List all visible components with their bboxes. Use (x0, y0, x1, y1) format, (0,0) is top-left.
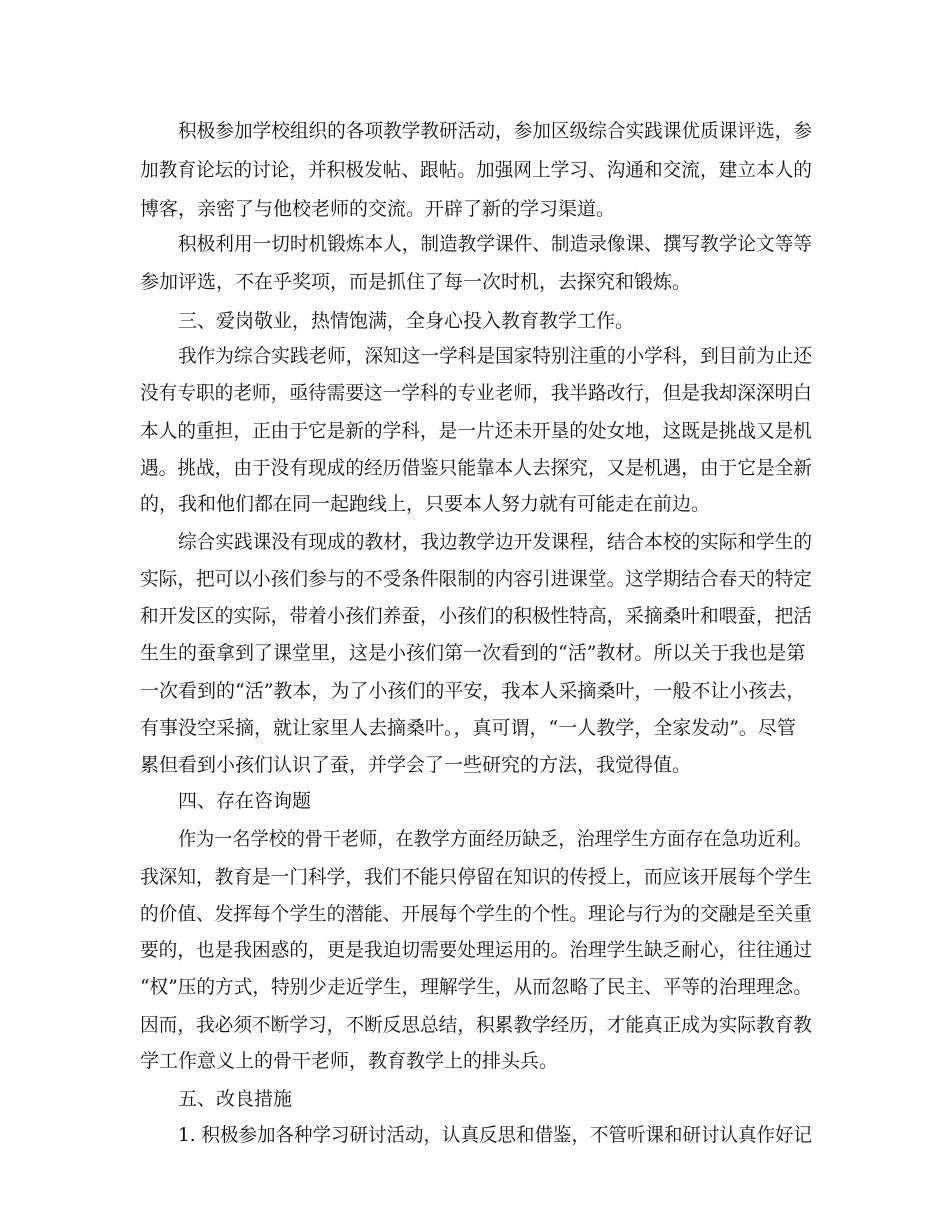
text-line-content: 学工作意义上的骨干老师，教育教学上的排头兵。 (140, 1050, 559, 1072)
text-line-content: 实际，把可以小孩们参与的不受条件限制的内容引进课堂。这学期结合春天的特定 (140, 568, 812, 590)
text-line (0, 599, 950, 633)
text-line (0, 114, 950, 148)
text-line-content: 没有专职的老师，亟待需要这一学科的专业老师，我半路改行，但是我却深深明白 (140, 382, 812, 404)
text-line (0, 487, 950, 521)
list-item (0, 1118, 950, 1152)
text-line (0, 933, 950, 967)
text-line (0, 748, 950, 782)
text-line-content: 我作为综合实践老师，深知这一学科是国家特别注重的小学科，到目前为止还 (178, 345, 812, 367)
text-line-content: 综合实践课没有现成的教材，我边教学边开发课程，结合本校的实际和学生的 (178, 531, 812, 553)
text-line-content: 因而，我必须不断学习，不断反思总结，积累教学经历，才能真正成为实际教育教 (140, 1014, 812, 1036)
text-line-content: 参加评选，不在乎奖项，而是抓住了每一次时机，去探究和锻炼。 (140, 271, 692, 293)
text-line (0, 227, 950, 261)
text-line (0, 562, 950, 596)
text-line (0, 451, 950, 485)
text-line (0, 265, 950, 299)
section-heading (0, 784, 950, 818)
text-line-content: 积极利用一切时机锻炼本人，制造教学课件、制造录像课、撰写教学论文等等 (178, 233, 812, 255)
text-line (0, 339, 950, 373)
text-line-content: 积极参加学校组织的各项教学教研活动，参加区级综合实践课优质课评选，参 (178, 120, 812, 142)
text-line-content: 三、爱岗敬业，热情饱满，全身心投入教育教学工作。 (178, 310, 635, 332)
text-line-content: 博客，亲密了与他校老师的交流。开辟了新的学习渠道。 (140, 198, 616, 220)
text-line (0, 970, 950, 1004)
section-heading (0, 1082, 950, 1116)
text-line (0, 376, 950, 410)
text-line-content: 和开发区的实际，带着小孩们养蚕，小孩们的积极性特高，采摘桑叶和喂蚕，把活 (140, 605, 812, 627)
text-line (0, 1008, 950, 1042)
text-line (0, 192, 950, 226)
text-line-content: 五、改良措施 (178, 1088, 293, 1110)
text-line-content: 本人的重担，正由于它是新的学科，是一片还未开垦的处女地，这既是挑战又是机 (140, 420, 812, 442)
text-line (0, 1044, 950, 1078)
text-line-content: 作为一名学校的骨干老师，在教学方面经历缺乏，治理学生方面存在急功近利。 (178, 828, 813, 850)
section-heading (0, 304, 950, 338)
text-line-content: “权”压的方式，特别少走近学生，理解学生，从而忽略了民主、平等的治理理念。 (140, 976, 812, 998)
text-line-content: 加教育论坛的讨论，并积极发帖、跟帖。加强网上学习、沟通和交流，建立本人的 (140, 159, 812, 181)
text-line-content: 的价值、发挥每个学生的潜能、开展每个学生的个性。理论与行为的交融是至关重 (140, 903, 812, 925)
text-line (0, 860, 950, 894)
text-line (0, 414, 950, 448)
text-line-content: 我深知，教育是一门科学，我们不能只停留在知识的传授上，而应该开展每个学生 (140, 866, 812, 888)
text-line-content: 1. 积极参加各种学习研讨活动，认真反思和借鉴，不管听课和研讨认真作好记 (178, 1124, 812, 1146)
text-line (0, 822, 950, 856)
text-line-content: 四、存在咨询题 (178, 790, 312, 812)
text-line (0, 897, 950, 931)
text-line-content: 要的，也是我困惑的，更是我迫切需要处理运用的。治理学生缺乏耐心，往往通过 (140, 939, 812, 961)
text-line (0, 674, 950, 708)
text-line-content: 有事没空采摘，就让家里人去摘桑叶。，真可谓，“一人教学，全家发动”。尽管 (140, 717, 796, 739)
text-line (0, 711, 950, 745)
text-line (0, 636, 950, 670)
text-line (0, 153, 950, 187)
text-line-content: 的，我和他们都在同一起跑线上，只要本人努力就有可能走在前边。 (140, 493, 711, 515)
text-line-content: 一次看到的“活”教本，为了小孩们的平安，我本人采摘桑叶，一般不让小孩去， (140, 680, 806, 702)
text-line-content: 生生的蚕拿到了课堂里，这是小孩们第一次看到的“活”教材。所以关于我也是第 (140, 642, 806, 664)
text-line-content: 遇。挑战，由于没有现成的经历借鉴只能靠本人去探究，又是机遇，由于它是全新 (140, 457, 812, 479)
text-line-content: 累但看到小孩们认识了蚕，并学会了一些研究的方法，我觉得值。 (140, 754, 692, 776)
text-line (0, 525, 950, 559)
